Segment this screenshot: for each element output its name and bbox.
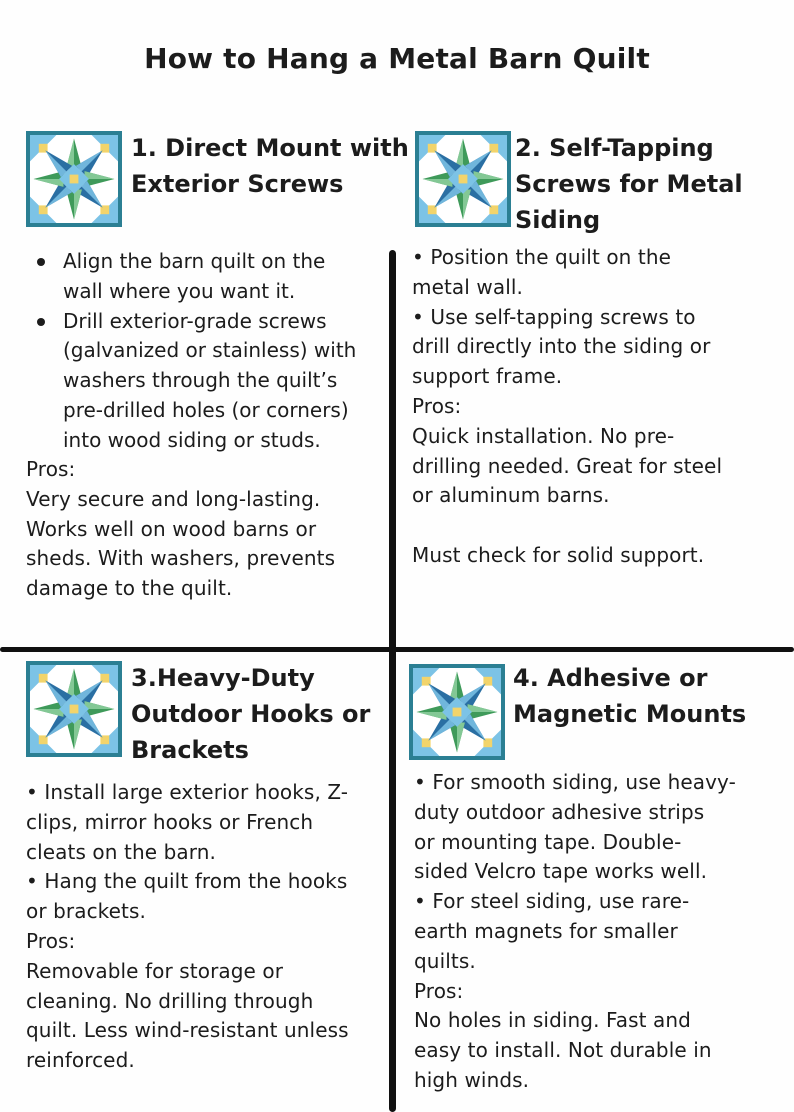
section-3-heading: 3.Heavy-Duty Outdoor Hooks or Brackets — [131, 664, 371, 764]
page-title: How to Hang a Metal Barn Quilt — [144, 42, 650, 75]
section-1-steps — [26, 247, 386, 456]
section-2-heading: 2. Self-Tapping Screws for Metal Siding — [515, 134, 743, 234]
section-2-text: • Position the quilt on the metal wall. • Use self-tapping screws to drill directly into the siding or support frame. Pros: Quick installation. No pre- drilling needed. Great for steel or aluminum barns. Must check for solid support. — [412, 245, 723, 567]
section-4-heading: 4. Adhesive or Magnetic Mounts — [513, 664, 747, 728]
section-1-pros: Pros: Very secure and long-lasting. Works well on wood barns or sheds. With washers, prevents damage to the quilt. — [26, 457, 336, 601]
section-4-text: • For smooth siding, use heavy- duty outdoor adhesive strips or mounting tape. Double- sided Velcro tape works well. • For steel siding, use rare- earth magnets for smaller quilts. Pros: No holes in siding. Fast and easy to install. Not durable in high winds. — [414, 770, 736, 1092]
barn-quilt-star-icon — [415, 131, 511, 227]
barn-quilt-star-icon — [409, 664, 505, 760]
section-3-text: • Install large exterior hooks, Z- clips, mirror hooks or French cleats on the barn. • Hang the quilt from the hooks or brackets. Pros: Removable for storage or cleaning. No drilling through quilt. Less wind-resistant unless reinforced. — [26, 780, 349, 1073]
section-1-step: Drill exterior-grade screws (galvanized or stainless) with washers through the quilt’s pre-drilled holes (or corners) into wood siding or studs. — [26, 307, 386, 456]
barn-quilt-star-icon — [26, 131, 122, 227]
section-1-step: Align the barn quilt on the wall where you want it. — [26, 247, 386, 307]
barn-quilt-star-icon — [26, 661, 122, 757]
section-1-heading: 1. Direct Mount with Exterior Screws — [131, 134, 409, 198]
vertical-divider — [389, 250, 396, 1112]
horizontal-divider — [0, 647, 794, 652]
